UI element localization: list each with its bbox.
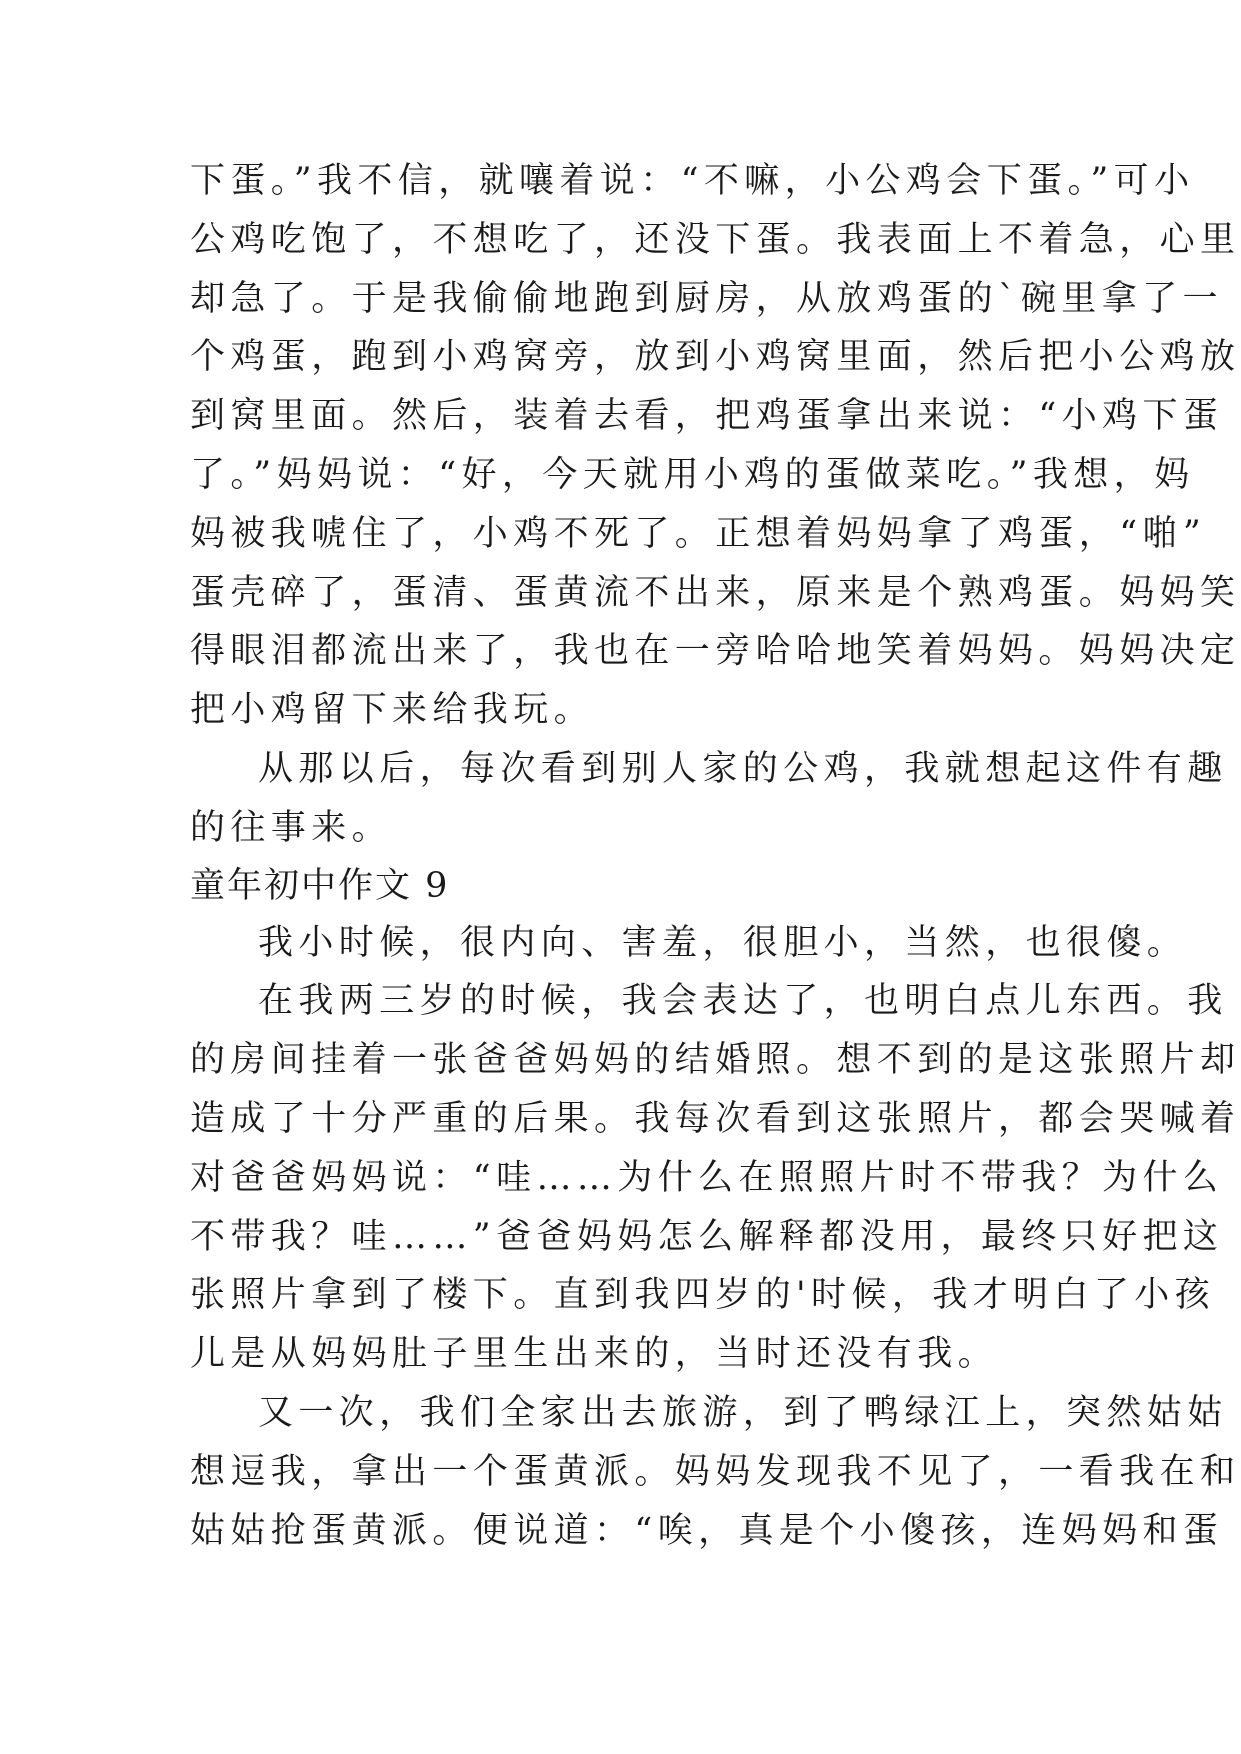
- text-line: 的往事来。: [190, 807, 393, 848]
- text-line: 蛋壳碎了，蛋清、蛋黄流不出来，原来是个熟鸡蛋。妈妈笑: [190, 572, 1241, 613]
- text-line: 我小时候，很内向、害羞，很胆小，当然，也很傻。: [258, 922, 1188, 963]
- text-line: 不带我？哇……”爸爸妈妈怎么解释都没用，最终只好把这: [190, 1216, 1224, 1257]
- text-line: 到窝里面。然后，装着去看，把鸡蛋拿出来说：“小鸡下蛋: [190, 396, 1224, 437]
- paragraph-trip: [190, 1384, 1241, 1560]
- text-line: 下蛋。”我不信，就嚷着说：“不嘛，小公鸡会下蛋。”可小: [190, 161, 1195, 201]
- text-line: 张照片拿到了楼下。直到我四岁的'时候，我才明白了小孩: [190, 1275, 1216, 1316]
- text-line: 姑姑抢蛋黄派。便说道：“唉，真是个小傻孩，连妈妈和蛋: [190, 1510, 1224, 1551]
- text-line: 造成了十分严重的后果。我每次看到这张照片，都会哭喊着: [190, 1098, 1241, 1139]
- text-line: 从那以后，每次看到别人家的公鸡，我就想起这件有趣: [258, 748, 1228, 789]
- paragraph-intro: [190, 914, 1188, 973]
- text-line: 的房间挂着一张爸爸妈妈的结婚照。想不到的是这张照片却: [190, 1040, 1241, 1081]
- text-line: 在我两三岁的时候，我会表达了，也明白点儿东西。我: [258, 981, 1228, 1022]
- paragraph-continuation: [190, 152, 1241, 740]
- text-line: 公鸡吃饱了，不想吃了，还没下蛋。我表面上不着急，心里: [190, 219, 1241, 260]
- paragraph-photo: [190, 972, 1241, 1384]
- text-line: 却急了。于是我偷偷地跑到厨房，从放鸡蛋的`碗里拿了一: [190, 278, 1223, 319]
- text-line: 把小鸡留下来给我玩。: [190, 690, 595, 731]
- text-line: 又一次，我们全家出去旅游，到了鸭绿江上，突然姑姑: [258, 1392, 1228, 1433]
- text-line: 对爸爸妈妈说：“哇……为什么在照照片时不带我？为什么: [190, 1157, 1224, 1198]
- text-line: 得眼泪都流出来了，我也在一旁哈哈地笑着妈妈。妈妈决定: [190, 631, 1241, 672]
- paragraph-conclusion: [190, 740, 1228, 858]
- document-body: [190, 152, 1241, 1560]
- text-line: 想逗我，拿出一个蛋黄派。妈妈发现我不见了，一看我在和: [190, 1451, 1241, 1492]
- text-line: 个鸡蛋，跑到小鸡窝旁，放到小鸡窝里面，然后把小公鸡放: [190, 337, 1241, 378]
- text-line: 儿是从妈妈肚子里生出来的，当时还没有我。: [190, 1334, 999, 1375]
- text-line: 妈被我唬住了，小鸡不死了。正想着妈妈拿了鸡蛋，“啪”: [190, 513, 1207, 554]
- section-title: 童年初中作文 9: [190, 865, 450, 906]
- text-line: 了。”妈妈说：“好，今天就用小鸡的蛋做菜吃。”我想，妈: [190, 454, 1195, 495]
